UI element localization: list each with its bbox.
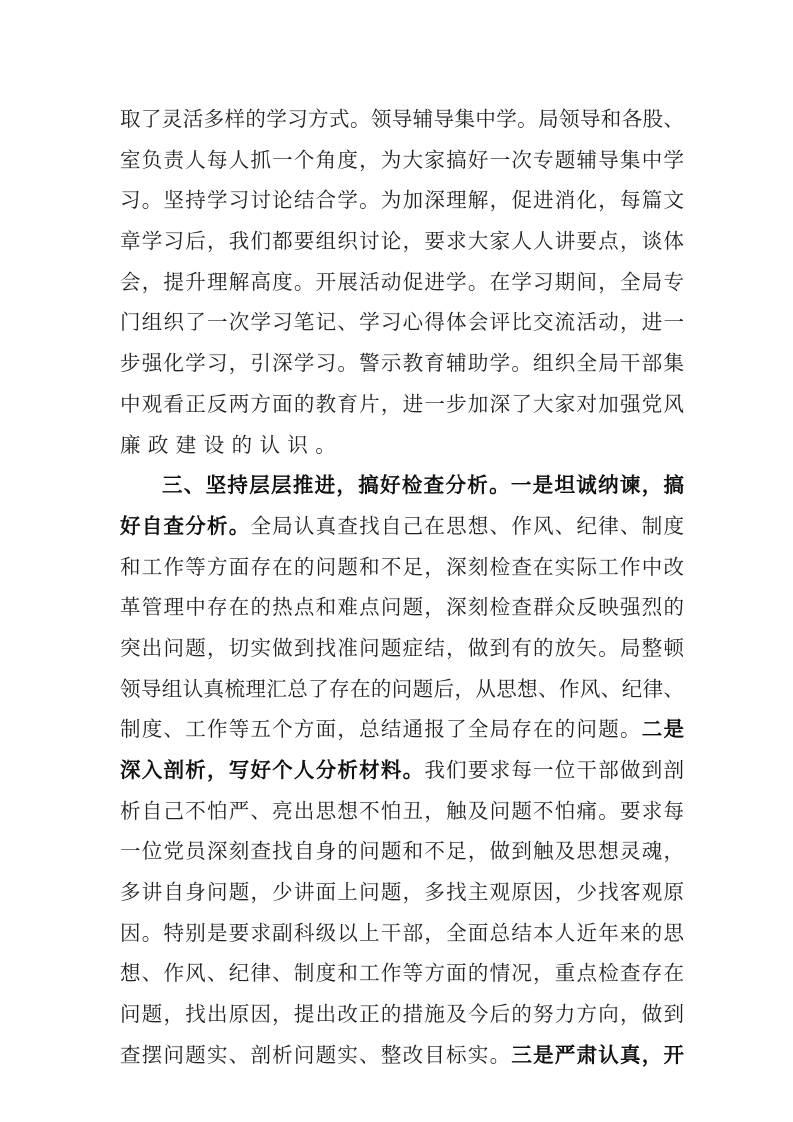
text-line <box>120 994 684 1035</box>
body-text-run: 制度、工作等五个方面，总结通报了全局存在的问题。 <box>120 717 642 742</box>
body-text-run: 室负责人每人抓一个角度，为大家搞好一次专题辅导集中学 <box>120 147 684 172</box>
text-line <box>120 425 684 466</box>
text-line <box>120 1035 684 1076</box>
text-line <box>120 221 684 262</box>
body-text-run: 一位党员深刻查找自身的问题和不足，做到触及思想灵魂， <box>120 839 684 864</box>
section-heading-line <box>120 465 684 506</box>
body-text-run: 问题，找出原因，提出改正的措施及今后的努力方向，做到 <box>120 1002 684 1027</box>
body-text-run: 习。坚持学习讨论结合学。为加深理解，促进消化，每篇文 <box>120 188 684 213</box>
emphasis-text: 三是严肃认真，开 <box>511 1042 685 1067</box>
body-text <box>120 99 684 1076</box>
text-line <box>120 384 684 425</box>
text-line <box>120 831 684 872</box>
text-line <box>120 709 684 750</box>
body-text-run: 章学习后，我们都要组织讨论，要求大家人人讲要点，谈体 <box>120 229 684 254</box>
text-line <box>120 913 684 954</box>
text-line <box>120 302 684 343</box>
text-line <box>120 262 684 303</box>
text-line <box>120 343 684 384</box>
emphasis-text: 二是 <box>641 717 685 742</box>
body-text-run: 领导组认真梳理汇总了存在的问题后，从思想、作风、纪律、 <box>120 676 684 701</box>
section-heading: 三、坚持层层推进，搞好检查分析。 <box>162 473 511 498</box>
body-text-run: 和工作等方面存在的问题和不足，深刻检查在实际工作中改 <box>120 554 684 579</box>
text-line <box>120 872 684 913</box>
emphasis-text: 一是坦诚纳谏，搞 <box>510 473 685 498</box>
body-text-run: 会，提升理解高度。开展活动促进学。在学习期间，全局专 <box>120 269 684 294</box>
body-text-run: 步强化学习，引深学习。警示教育辅助学。组织全局干部集 <box>120 351 684 376</box>
body-text-run: 取了灵活多样的学习方式。领导辅导集中学。局领导和各股、 <box>120 107 684 131</box>
text-line <box>120 669 684 710</box>
text-line <box>120 628 684 669</box>
text-line <box>120 791 684 832</box>
body-text-run: 因。特别是要求副科级以上干部，全面总结本人近年来的思 <box>120 920 684 945</box>
text-line <box>120 140 684 181</box>
text-line <box>120 180 684 221</box>
body-text-run: 中观看正反两方面的教育片，进一步加深了大家对加强党风 <box>120 391 684 416</box>
body-text-run: 廉政建设的认识。 <box>120 432 344 457</box>
body-text-run: 想、作风、纪律、制度和工作等方面的情况，重点检查存在 <box>120 961 684 986</box>
text-line <box>120 547 684 588</box>
text-line <box>120 506 684 547</box>
emphasis-text: 好自查分析。 <box>120 513 251 538</box>
text-line <box>120 953 684 994</box>
body-text-run: 革管理中存在的热点和难点问题，深刻检查群众反映强烈的 <box>120 595 684 620</box>
body-text-run: 多讲自身问题，少讲面上问题，多找主观原因，少找客观原 <box>120 880 684 905</box>
emphasis-text: 深入剖析，写好个人分析材料。 <box>120 758 425 782</box>
body-text-run: 全局认真查找自己在思想、作风、纪律、制度 <box>250 513 685 538</box>
body-text-run: 查摆问题实、剖析问题实、整改目标实。 <box>120 1042 512 1067</box>
text-line <box>120 99 684 140</box>
body-text-run: 析自己不怕严、亮出思想不怕丑，触及问题不怕痛。要求每 <box>120 798 684 823</box>
text-line <box>120 750 684 791</box>
body-text-run: 我们要求每一位干部做到剖 <box>424 758 684 782</box>
body-text-run: 门组织了一次学习笔记、学习心得体会评比交流活动，进一 <box>120 310 684 335</box>
body-text-run: 突出问题，切实做到找准问题症结，做到有的放矢。局整顿 <box>120 635 684 660</box>
text-line <box>120 587 684 628</box>
